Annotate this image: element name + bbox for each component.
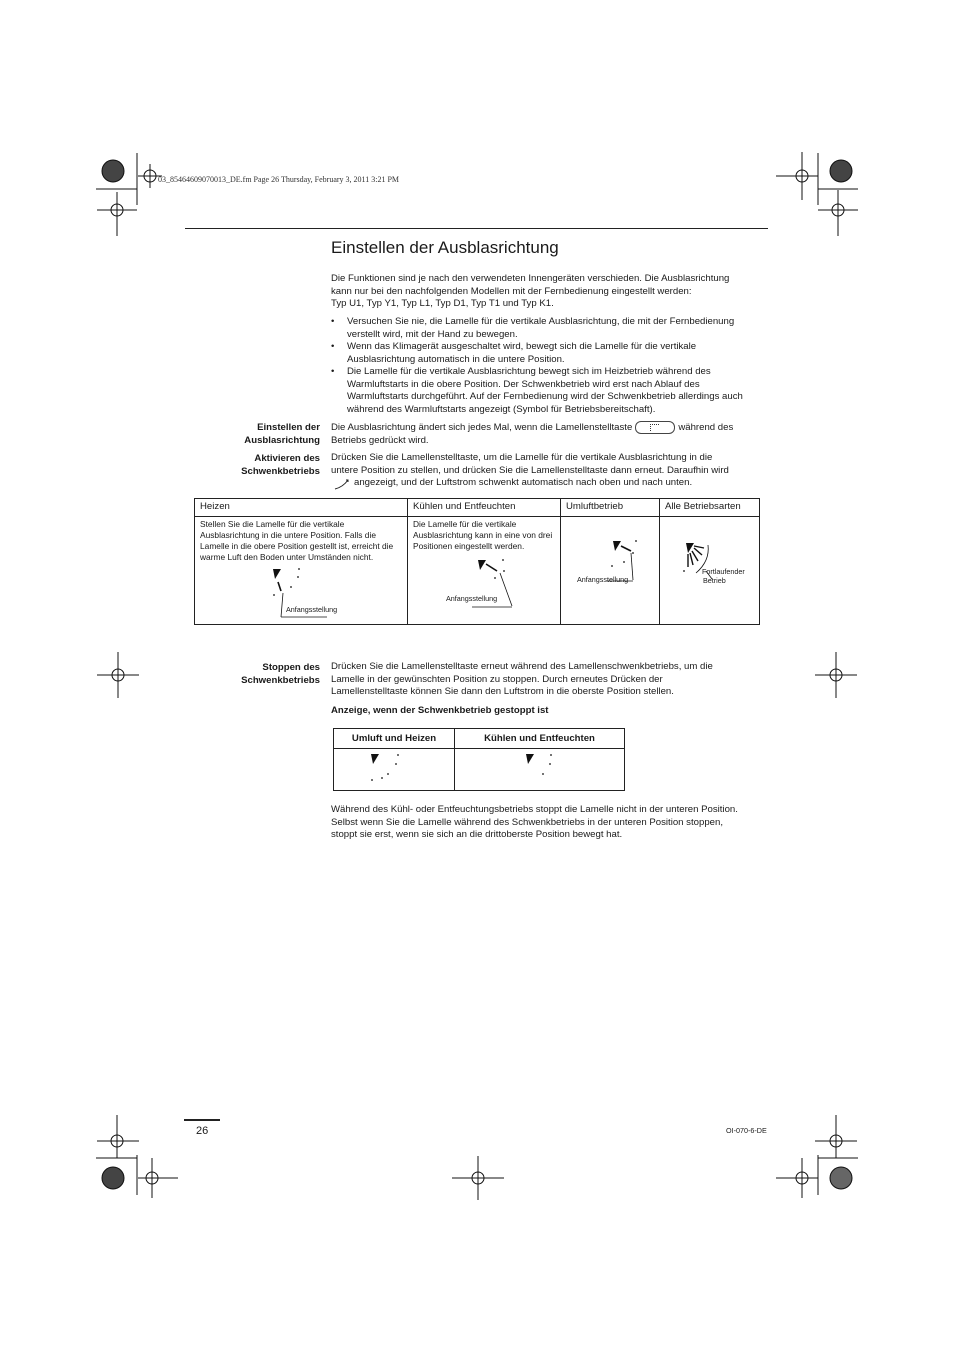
aktivieren-line: untere Position zu stellen, und drücken Sie die Lamellenstelltaste dann erneut. Daraufhin wird — [331, 464, 729, 476]
aktivieren-line: Drücken Sie die Lamellenstelltaste, um die Lamelle für die vertikale Ausblasrichtung in die — [331, 452, 713, 463]
stop-cell-umluft-heizen — [334, 749, 455, 791]
side-label-line: Schwenkbetriebs — [241, 675, 320, 686]
stoppen-side-label — [180, 661, 320, 687]
louver-stopped-diagram — [523, 752, 573, 788]
side-label-line: Stoppen des — [262, 662, 320, 673]
intro-paragraph — [331, 273, 761, 311]
aktivieren-side-label — [180, 452, 320, 478]
heizen-instructions: Stellen Sie die Lamelle für die vertikale Ausblasrichtung in die untere Position. Falls die Lamelle in die obere Position gestellt ist, erreicht die warme Luft den Boden unter Umständen nicht. — [200, 519, 394, 562]
closing-line: Während des Kühl- oder Entfeuchtungsbetriebs stoppt die Lamelle nicht in der unteren Position. — [331, 804, 738, 815]
side-label-line: Aktivieren des — [254, 453, 320, 464]
section-title: Einstellen der Ausblasrichtung — [331, 238, 559, 257]
mode-header-heizen: Heizen — [195, 499, 408, 517]
bullet-item: • Die Lamelle für die vertikale Ausblasrichtung bewegt sich im Heizbetrieb während des Warmluftstarts in die obere Position. Der Schwenkbetrieb wird erst nach Ablauf des Warmluftstarts durchgeführt. Auf der Fernbedienung wird der Schwenkbetrieb allerdings auch während des Warmluftstarts angezeigt (Symbol für Betriebsbereitschaft). — [331, 366, 761, 416]
stoppen-line: Lamellenstelltaste können Sie dann den Luftstrom in die oberste Position stellen. — [331, 686, 674, 697]
stoppen-line: Drücken Sie die Lamellenstelltaste erneut während des Lamellenschwenkbetriebs, um die — [331, 661, 713, 672]
file-info-header: 03_85464609070013_DE.fm Page 26 Thursday, February 3, 2011 3:21 PM — [158, 175, 400, 184]
stop-cell-kuehlen — [455, 749, 625, 791]
mode-cell-alle — [660, 517, 760, 625]
closing-line: stoppt sie erst, wenn sie sich an die drittoberste Position bewegt hat. — [331, 829, 623, 840]
mode-header-kuehlen: Kühlen und Entfeuchten — [408, 499, 561, 517]
aktivieren-line: angezeigt, und der Luftstrom schwenkt automatisch nach oben und nach unten. — [354, 477, 693, 488]
page-number: 26 — [196, 1125, 209, 1137]
document-id: OI-070-6-DE — [726, 1126, 767, 1135]
side-label-line: Schwenkbetriebs — [241, 466, 320, 477]
bullet-item: • Wenn das Klimagerät ausgeschaltet wird, bewegt sich die Lamelle für die vertikale Ausblasrichtung automatisch in die untere Position. — [331, 341, 761, 366]
stoppen-subheading: Anzeige, wenn der Schwenkbetrieb gestoppt ist — [331, 704, 549, 716]
einstellen-text-start: Die Ausblasrichtung ändert sich jedes Mal, wenn die Lamellenstelltaste — [331, 422, 633, 434]
mode-cell-umluft — [561, 517, 660, 625]
mode-header-alle: Alle Betriebsarten — [660, 499, 760, 517]
top-rule — [185, 228, 768, 229]
einstellen-text — [331, 421, 763, 447]
caption-line: Betrieb — [703, 576, 726, 585]
caption-line: Fortlaufender — [702, 567, 745, 576]
stoppen-text — [331, 661, 763, 717]
stop-display-table — [333, 728, 625, 791]
caption-fortlaufender-betrieb — [702, 567, 745, 585]
intro-line: Die Funktionen sind je nach den verwendeten Innengeräten verschieden. Die Ausblasrichtung — [331, 273, 730, 284]
bullet-item: • Versuchen Sie nie, die Lamelle für die vertikale Ausblasrichtung, die mit der Fernbedienung verstellt wird, mit der Hand zu bewegen. — [331, 316, 761, 341]
closing-line: Selbst wenn Sie die Lamelle während des Schwenkbetriebs in der unteren Position stoppen, — [331, 816, 723, 828]
stoppen-line: Lamelle in der gewünschten Position zu stoppen. Durch erneutes Drücken der — [331, 673, 663, 685]
mode-table — [194, 498, 760, 625]
stop-header-umluft-heizen: Umluft und Heizen — [334, 729, 455, 749]
louver-stopped-diagram — [368, 752, 418, 788]
mode-header-umluft: Umluftbetrieb — [561, 499, 660, 517]
closing-paragraph — [331, 804, 771, 842]
caption-anfangsstellung: Anfangsstellung — [446, 594, 498, 603]
aktivieren-text — [331, 452, 763, 490]
bullet-list — [331, 316, 761, 416]
kuehlen-instructions: Die Lamelle für die vertikale Ausblasrichtung kann in eine von drei Positionen eingestellt werden. — [413, 519, 553, 551]
louver-positions-diagram — [472, 557, 572, 623]
caption-anfangsstellung: Anfangsstellung — [286, 605, 338, 614]
side-label-line: Ausblasrichtung — [244, 435, 320, 446]
mode-cell-kuehlen — [408, 517, 561, 625]
einstellen-text-end: während des — [678, 422, 734, 434]
intro-line: kann nur bei den nachfolgenden Modellen mit der Fernbedienung eingestellt werden: — [331, 285, 692, 297]
page-number-rule — [184, 1119, 220, 1121]
einstellen-side-label — [180, 421, 320, 447]
stop-header-kuehlen: Kühlen und Entfeuchten — [455, 729, 625, 749]
intro-line: Typ U1, Typ Y1, Typ L1, Typ D1, Typ T1 und Typ K1. — [331, 298, 554, 309]
side-label-line: Einstellen der — [257, 422, 320, 433]
louver-button-icon — [635, 421, 675, 434]
einstellen-text-line2: Betriebs gedrückt wird. — [331, 434, 429, 446]
caption-anfangsstellung: Anfangsstellung — [577, 575, 629, 584]
swing-symbol-icon — [333, 478, 351, 490]
mode-cell-heizen — [195, 517, 408, 625]
